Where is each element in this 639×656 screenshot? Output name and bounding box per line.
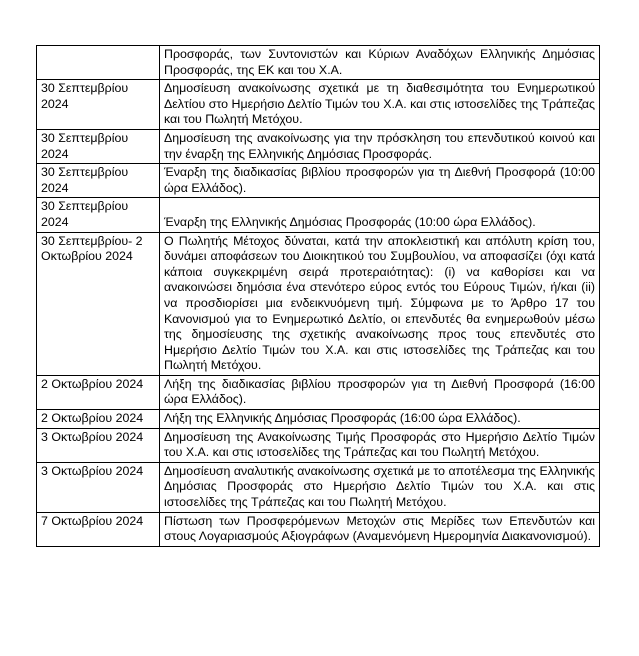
- timeline-table: [36, 45, 600, 547]
- description-cell: Πίστωση των Προσφερόμενων Μετοχών στις Μερίδες των Επενδυτών και στους Λογαριασμούς Αξιογράφων (Αναμενόμενη Ημερομηνία Διακανονισμού).: [160, 512, 600, 546]
- date-cell: 30 Σεπτεμβρίου 2024: [37, 129, 160, 163]
- date-cell: 2 Οκτωβρίου 2024: [37, 375, 160, 409]
- date-cell: [37, 46, 160, 80]
- date-cell: 30 Σεπτεμβρίου 2024: [37, 80, 160, 130]
- date-cell: 30 Σεπτεμβρίου 2024: [37, 164, 160, 198]
- description-cell: Δημοσίευση ανακοίνωσης σχετικά με τη διαθεσιμότητα του Ενημερωτικού Δελτίου στο Ημερήσιο Δελτίο Τιμών του Χ.Α. και στις ιστοσελίδες της Τράπεζας και του Πωλητή Μετόχου.: [160, 80, 600, 130]
- table-row: [37, 462, 600, 512]
- description-cell: Δημοσίευση αναλυτικής ανακοίνωσης σχετικά με το αποτέλεσμα της Ελληνικής Δημόσιας Προσφοράς στο Ημερήσιο Δελτίο Τιμών του Χ.Α. και στις ιστοσελίδες της Τράπεζας και του Πωλητή Μετόχου.: [160, 462, 600, 512]
- description-cell: Ο Πωλητής Μέτοχος δύναται, κατά την αποκλειστική και απόλυτη κρίση του, δυνάμει αποφάσεων του Διοικητικού του Συμβουλίου, να αποφασίζει (όχι κατά κάποια συγκεκριμένη σειρά προτεραιότητας): (i) να καθορίσει και να ανακοινώσει δημόσια ένα στενότερο εύρος εντός του Εύρους Τιμών, ή/και (ii) να προσδιορίσει μια ενδεικνυόμενη τιμή. Σύμφωνα με το Άρθρο 17 του Κανονισμού για το Ενημερωτικό Δελτίο, οι επενδυτές θα ενημερωθούν μέσω της δημοσίευσης της σχετικής ανακοίνωσης προς τους επενδυτές στο Ημερήσιο Δελτίο Τιμών του Χ.Α. και στις ιστοσελίδες της Τράπεζας και του Πωλητή Μετόχου.: [160, 232, 600, 375]
- table-row: [37, 129, 600, 163]
- table-row: [37, 428, 600, 462]
- date-cell: 30 Σεπτεμβρίου- 2 Οκτωβρίου 2024: [37, 232, 160, 375]
- table-row: [37, 198, 600, 232]
- description-cell: Προσφοράς, των Συντονιστών και Κύριων Αναδόχων Ελληνικής Δημόσιας Προσφοράς, της ΕΚ και του Χ.Α.: [160, 46, 600, 80]
- description-cell: Δημοσίευση της ανακοίνωσης για την πρόσκληση του επενδυτικού κοινού και την έναρξη της Ελληνικής Δημόσιας Προσφοράς.: [160, 129, 600, 163]
- date-cell: 7 Οκτωβρίου 2024: [37, 512, 160, 546]
- table-row: [37, 375, 600, 409]
- description-cell: Λήξη της διαδικασίας βιβλίου προσφορών για τη Διεθνή Προσφορά (16:00 ώρα Ελλάδος).: [160, 375, 600, 409]
- description-cell: Έναρξη της Ελληνικής Δημόσιας Προσφοράς (10:00 ώρα Ελλάδος).: [160, 198, 600, 232]
- description-cell: Δημοσίευση της Ανακοίνωσης Τιμής Προσφοράς στο Ημερήσιο Δελτίο Τιμών του Χ.Α. και στις ιστοσελίδες της Τράπεζας και του Πωλητή Μετόχου.: [160, 428, 600, 462]
- table-row: [37, 80, 600, 130]
- description-cell: Έναρξη της διαδικασίας βιβλίου προσφορών για τη Διεθνή Προσφορά (10:00 ώρα Ελλάδος).: [160, 164, 600, 198]
- date-cell: 30 Σεπτεμβρίου 2024: [37, 198, 160, 232]
- table-row: [37, 512, 600, 546]
- date-cell: 3 Οκτωβρίου 2024: [37, 462, 160, 512]
- description-cell: Λήξη της Ελληνικής Δημόσιας Προσφοράς (16:00 ώρα Ελλάδος).: [160, 410, 600, 429]
- table-row: [37, 46, 600, 80]
- date-cell: 2 Οκτωβρίου 2024: [37, 410, 160, 429]
- table-row: [37, 410, 600, 429]
- table-row: [37, 232, 600, 375]
- table-row: [37, 164, 600, 198]
- date-cell: 3 Οκτωβρίου 2024: [37, 428, 160, 462]
